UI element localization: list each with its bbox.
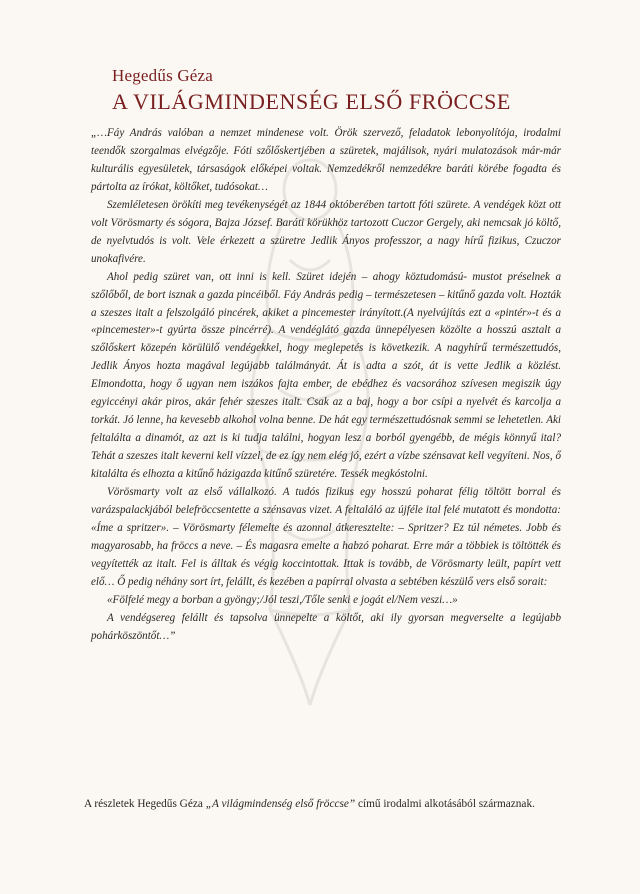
author-name: Hegedűs Géza xyxy=(112,66,214,85)
source-note xyxy=(84,798,584,810)
page-title: A VILÁGMINDENSÉG ELSŐ FRÖCCSE xyxy=(112,89,511,114)
verse-quote: «Fölfelé megy a borban a gyöngy;/Jól teszi,/Tőle senki e jogát el/Nem veszi…» xyxy=(107,593,458,606)
source-work-title: „A világmindenség első fröccse” xyxy=(205,798,356,810)
source-note-suffix: című irodalmi alkotásából származnak. xyxy=(355,798,535,810)
article-body xyxy=(91,125,561,646)
paragraph-4: Vörösmarty volt az első vállalkozó. A tudós fizikus egy hosszú poharat félig töltött borral és varázspalackjából belefröccsentette a szénsavas vizet. A feltaláló az újféle ital felé mutatott és mondotta: «Íme a spritzer». – Vörösmarty félemelte és azonnal átkeresztelte: – Spritzer? Ez túl németes. Jobb és magyarosabb, ha fröccs a neve. – És magasra emelte a habzó poharat. Erre már a többiek is töltötték és vegyítették az italt. Fel is álltak és végig koccintottak. Ittak is tovább, de Vörösmarty leült, papírt vett elő… Ő pedig néhány sort írt, felállt, és kezében a papírral olvasta a sebtében készülő vers első sorait: xyxy=(91,486,561,588)
paragraph-closing: A vendégsereg felállt és tapsolva ünnepelte a költőt, aki ily gyorsan megverselte a legújabb pohárköszöntőt…” xyxy=(91,611,561,642)
paragraph-3: Ahol pedig szüret van, ott inni is kell. Szüret idején – ahogy köztudomású- mustot préselnek a szőlőből, de bort isznak a gazda pincéiből. Fáy András pedig – természetesen – kitűnő gazda volt. Hozták a szeszes italt a felszolgáló pincérek, akiket a pincemester irányított.(A nyelvújítás ezt a «pintér»-t és a «pincemester»-t gyúrta össze pincérré). A vendéglátó gazda ünnepélyesen közölte a hosszú asztalt a szőlőskert közepén körülülő vendégekkel, hogy meglepetés is következik. A nagyhírű természettudós, Jedlik Ányos hozta magával legújabb találmányát. Át is adta a szót, át is vette Jedlik a közlést. Elmondotta, hogy ő ugyan nem iszákos fajta ember, de ebédhez és vacsorához szívesen megiszik úgy egyiccényi akár piros, akár fehér szeszes italt. Csak az a baj, hogy a bor csípi a nyelvét és karcolja a torkát. Jó lenne, ha kevesebb alkohol volna benne. De hát egy természettudósnak semmi se lehetetlen. Aki feltalálta a dinamót, az azt is ki tudja találni, hogyan lesz a borból gyengébb, de mégis könnyű ital? Tehát a szeszes italt keverni kell vízzel, de ez így nem elég jó, ezért a vízbe szénsavat kell vegyíteni. Nos, ő kitalálta és elhozta a kitűnő házigazda kitűnő szüretére. Tessék megkóstolni. xyxy=(91,270,561,481)
paragraph-2: Szemléletesen örökíti meg tevékenységét az 1844 októberében tartott fóti szürete. A vendégek közt ott volt Vörösmarty és sógora, Bajza József. Baráti körükhöz tartozott Cuczor Gergely, aki nemcsak jó költő, de nyelvtudós is volt. Vele érkezett a szüretre Jedlik Ányos professzor, a nagy hírű fizikus, Czuczor unokafivére. xyxy=(91,198,561,265)
paragraph-1: „…Fáy András valóban a nemzet mindenese volt. Örök szervező, feladatok lebonyolítója, irodalmi teendők szorgalmas elvégzője. Fóti szőlőskertjében a szüretek, majálisok, nyári mulatozások már-már kulturális egyesületek, társaságok előképei voltak. Nemzedékről nemzedékre baráti körébe fogadta és pártolta az írókat, költőket, tudósokat… xyxy=(91,127,561,193)
source-note-prefix: A részletek Hegedűs Géza xyxy=(84,798,206,810)
